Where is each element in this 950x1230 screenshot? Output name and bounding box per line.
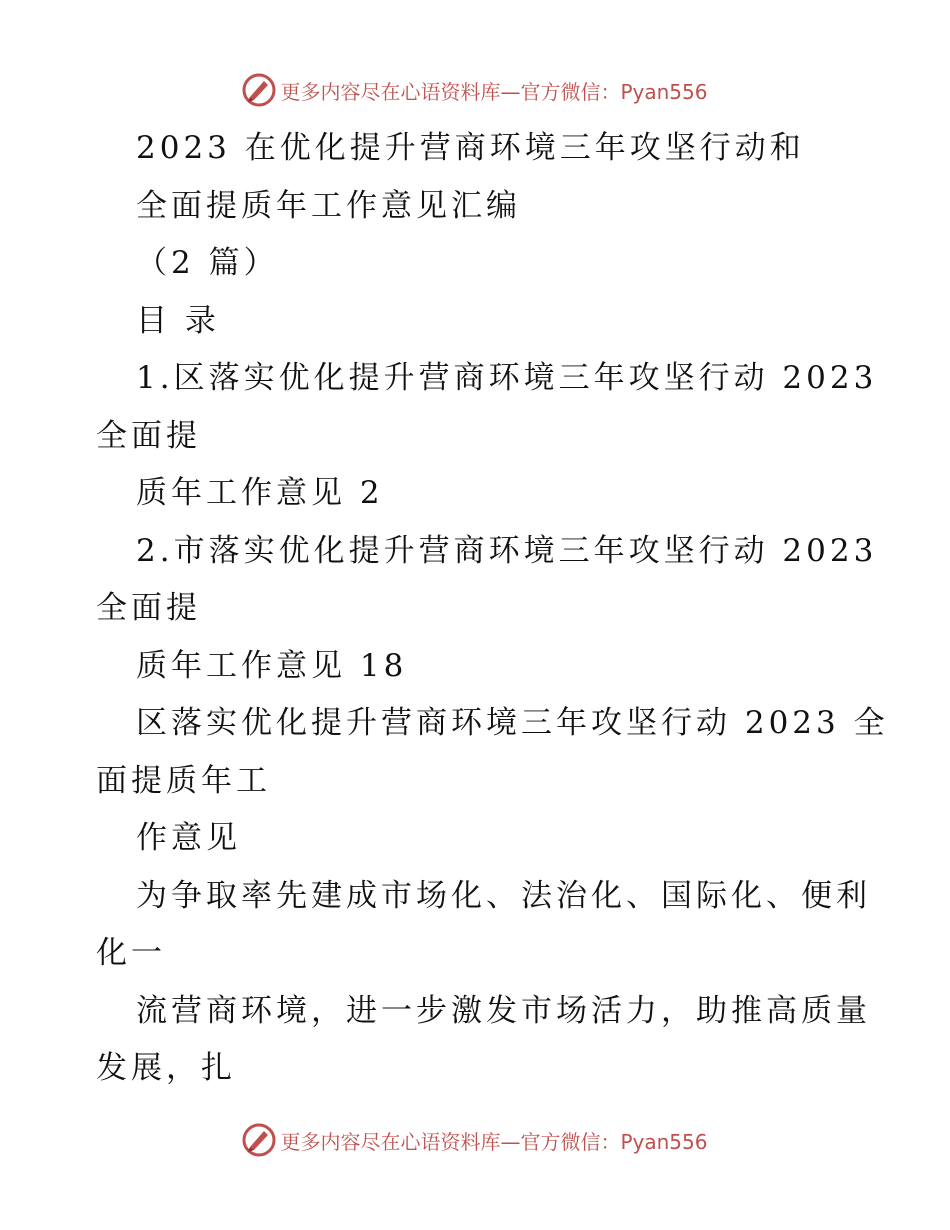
- document-line: 流营商环境，进一步激发市场活力，助推高质量: [136, 992, 871, 1029]
- watermark-text: 更多内容尽在心语资料库—官方微信：Pyan556: [280, 1129, 708, 1154]
- document-line: 全面提: [96, 590, 201, 626]
- document-line: 2023 在优化提升营商环境三年攻坚行动和: [136, 130, 805, 166]
- pen-logo-icon: [242, 1123, 276, 1157]
- document-line: 区落实优化提升营商环境三年攻坚行动 2023 全: [136, 705, 889, 741]
- document-line: 2.市落实优化提升营商环境三年攻坚行动 2023: [136, 532, 878, 569]
- watermark-text: 更多内容尽在心语资料库—官方微信：Pyan556: [280, 79, 708, 104]
- document-line: 全面提: [96, 417, 201, 454]
- pen-logo-icon: [242, 73, 276, 107]
- document-line: 1.区落实优化提升营商环境三年攻坚行动 2023: [136, 360, 878, 396]
- document-line: 面提质年工: [96, 762, 271, 799]
- document-line: 化一: [96, 935, 166, 971]
- document-line: 质年工作意见 2: [136, 475, 384, 511]
- document-line: 目 录: [136, 302, 220, 339]
- document-line: （2 篇）: [136, 245, 279, 281]
- document-line: 质年工作意见 18: [136, 647, 408, 684]
- document-line: 全面提质年工作意见汇编: [136, 187, 521, 224]
- document-line: 发展，扎: [96, 1050, 236, 1086]
- watermark-header: [0, 70, 950, 110]
- document-line: 为争取率先建成市场化、法治化、国际化、便利: [136, 877, 871, 914]
- document-line: 作意见: [136, 820, 241, 856]
- document-body: [96, 120, 889, 1098]
- watermark-footer: [0, 1120, 950, 1160]
